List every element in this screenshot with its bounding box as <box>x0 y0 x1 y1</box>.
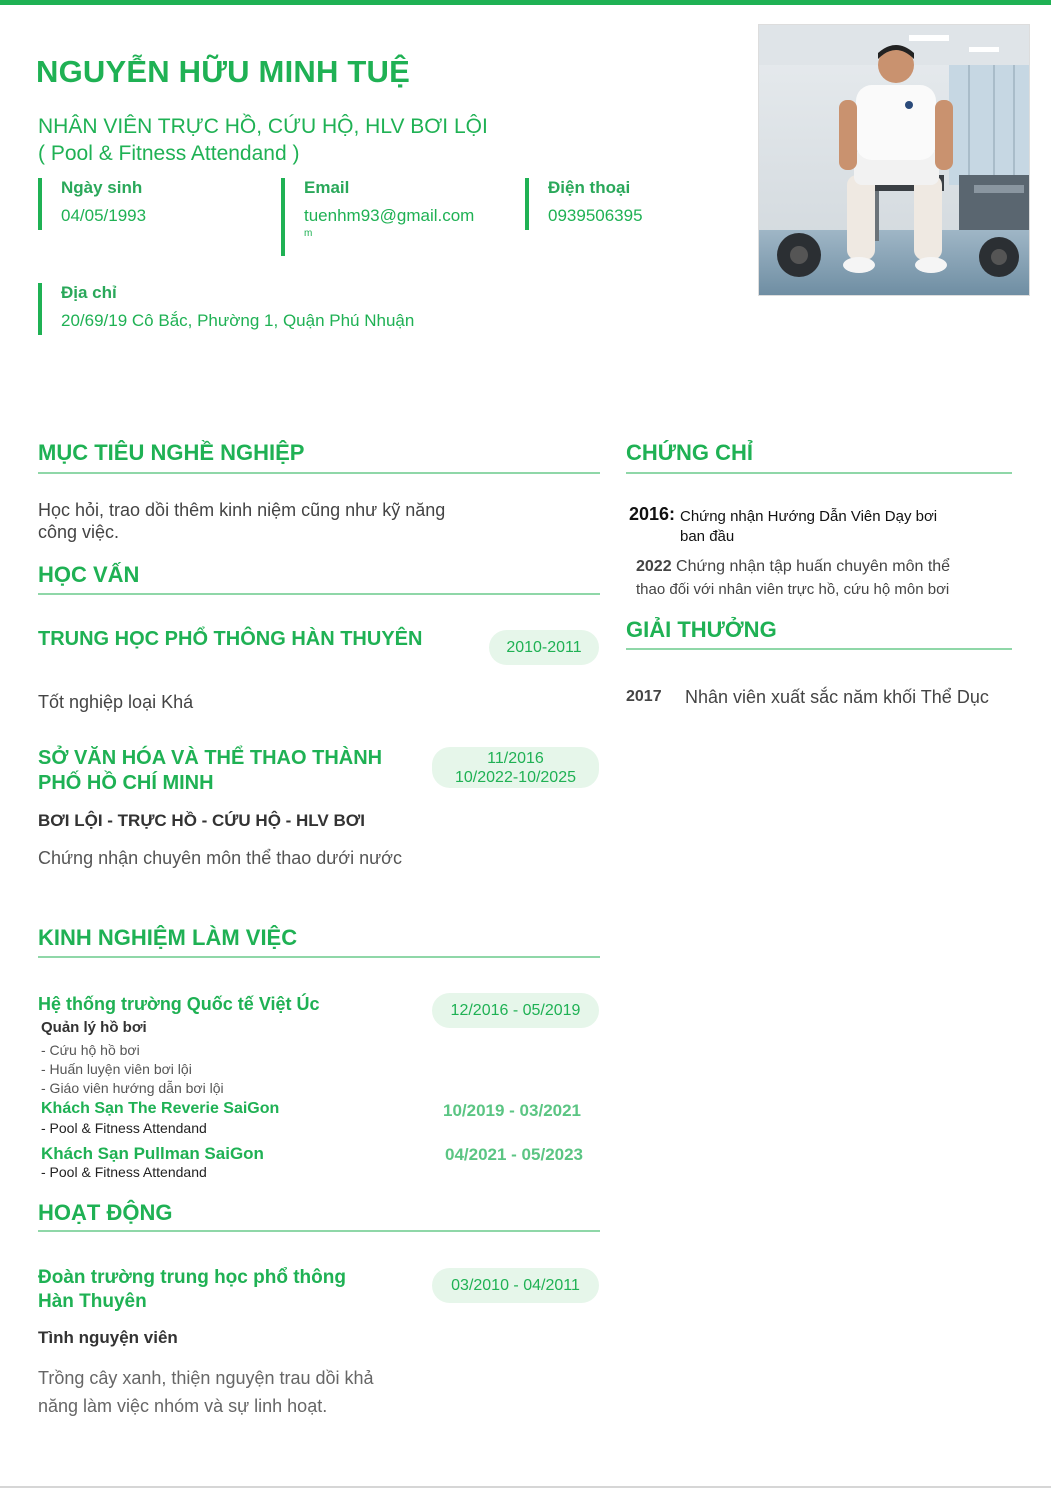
address-value: 20/69/19 Cô Bắc, Phường 1, Quận Phú Nhuận <box>61 311 415 330</box>
cert2-text-line2: thao đối với nhân viên trực hồ, cứu hộ môn bơi <box>636 581 950 598</box>
top-accent-bar <box>0 0 1051 5</box>
job1-duty: - Huấn luyện viên bơi lội <box>41 1061 192 1077</box>
objective-text-line2: công việc. <box>38 522 120 542</box>
email-tail: m <box>304 228 313 239</box>
job-title-line2: ( Pool & Fitness Attendand ) <box>38 142 300 165</box>
award-year: 2017 <box>626 688 662 705</box>
dob-value: 04/05/1993 <box>61 206 147 225</box>
job1-company: Hệ thống trường Quốc tế Việt Úc <box>38 994 320 1014</box>
activity-org <box>38 1266 346 1314</box>
cert2 <box>636 555 950 601</box>
education-divider <box>38 593 600 595</box>
cert1-text <box>680 507 937 547</box>
phone-value[interactable]: 0939506395 <box>548 206 643 225</box>
objective-text <box>38 499 445 543</box>
job3-role: - Pool & Fitness Attendand <box>41 1164 207 1180</box>
activity-desc-line1: Trồng cây xanh, thiện nguyện trau dồi khả <box>38 1368 374 1388</box>
award-text: Nhân viên xuất sắc năm khối Thể Dục <box>685 687 989 707</box>
education-title: HỌC VẤN <box>38 562 140 587</box>
address-label: Địa chỉ <box>61 283 117 302</box>
education-desc-1: Tốt nghiệp loại Khá <box>38 692 194 712</box>
activities-divider <box>38 1230 600 1232</box>
email-block <box>281 178 474 256</box>
cert2-line1 <box>636 555 950 578</box>
activities-title: HOẠT ĐỘNG <box>38 1200 173 1225</box>
awards-divider <box>626 648 1012 650</box>
activity-desc-line2: năng làm việc nhóm và sự linh hoạt. <box>38 1396 328 1416</box>
job1-duties <box>41 1041 224 1098</box>
awards-title: GIẢI THƯỞNG <box>626 617 777 642</box>
job1-date: 12/2016 - 05/2019 <box>432 993 599 1028</box>
cert2-year: 2022 <box>636 558 672 575</box>
job3-date: 04/2021 - 05/2023 <box>445 1145 584 1164</box>
job2-role: - Pool & Fitness Attendand <box>41 1120 207 1136</box>
activity-date: 03/2010 - 04/2011 <box>432 1268 599 1303</box>
dob-label: Ngày sinh <box>61 178 143 197</box>
objective-text-line1: Học hỏi, trao dồi thêm kinh niệm cũng như kỹ năng <box>38 500 446 520</box>
cert2-text-line1: Chứng nhận tập huấn chuyên môn thể <box>676 558 951 575</box>
activity-desc <box>38 1364 374 1420</box>
job-title-line1: NHÂN VIÊN TRỰC HỒ, CỨU HỘ, HLV BƠI LỘI <box>38 115 488 138</box>
education-date-2-line2: 10/2022-10/2025 <box>455 769 576 786</box>
email-value[interactable]: tuenhm93@gmail.com <box>304 206 475 225</box>
job3-company: Khách Sạn Pullman SaiGon <box>41 1144 264 1163</box>
certificates-divider <box>626 472 1012 474</box>
activity-org-line1: Đoàn trường trung học phổ thông <box>38 1267 346 1288</box>
cert1-text-line2: ban đầu <box>680 528 735 545</box>
phone-block <box>525 178 643 230</box>
candidate-name: NGUYỄN HỮU MINH TUỆ <box>36 54 410 89</box>
objective-divider <box>38 472 600 474</box>
education-major-2: BƠI LỘI - TRỰC HỒ - CỨU HỘ - HLV BƠI <box>38 811 365 830</box>
education-school-2-line2: PHỐ HỒ CHÍ MINH <box>38 772 214 794</box>
phone-label: Điện thoại <box>548 178 631 197</box>
address-block <box>38 283 414 335</box>
cert1-text-line1: Chứng nhận Hướng Dẫn Viên Dạy bơi <box>680 508 938 525</box>
education-desc-2: Chứng nhận chuyên môn thể thao dưới nước <box>38 848 402 868</box>
activity-org-line2: Hàn Thuyên <box>38 1291 147 1312</box>
job1-duty: - Cứu hộ hồ bơi <box>41 1042 140 1058</box>
education-date-2-line1: 11/2016 <box>487 750 544 767</box>
education-school-1: TRUNG HỌC PHỔ THÔNG HÀN THUYÊN <box>38 628 423 650</box>
education-date-2 <box>432 747 599 788</box>
bottom-divider <box>0 1486 1051 1488</box>
dob-block <box>38 178 146 230</box>
education-school-2 <box>38 746 382 796</box>
objective-title: MỤC TIÊU NGHỀ NGHIỆP <box>38 440 305 465</box>
email-label: Email <box>304 178 350 197</box>
education-date-1: 2010-2011 <box>489 630 599 665</box>
job-title <box>38 113 488 167</box>
job1-role: Quản lý hồ bơi <box>41 1019 147 1036</box>
profile-photo <box>758 24 1030 296</box>
job2-date: 10/2019 - 03/2021 <box>443 1101 582 1120</box>
cert1-year: 2016: <box>629 504 676 524</box>
activity-role: Tình nguyện viên <box>38 1328 178 1347</box>
experience-divider <box>38 956 600 958</box>
education-school-2-line1: SỞ VĂN HÓA VÀ THỂ THAO THÀNH <box>38 747 383 769</box>
experience-title: KINH NGHIỆM LÀM VIỆC <box>38 925 298 950</box>
certificates-title: CHỨNG CHỈ <box>626 440 754 465</box>
job1-duty: - Giáo viên hướng dẫn bơi lội <box>41 1080 224 1096</box>
job2-company: Khách Sạn The Reverie SaiGon <box>41 1100 280 1117</box>
